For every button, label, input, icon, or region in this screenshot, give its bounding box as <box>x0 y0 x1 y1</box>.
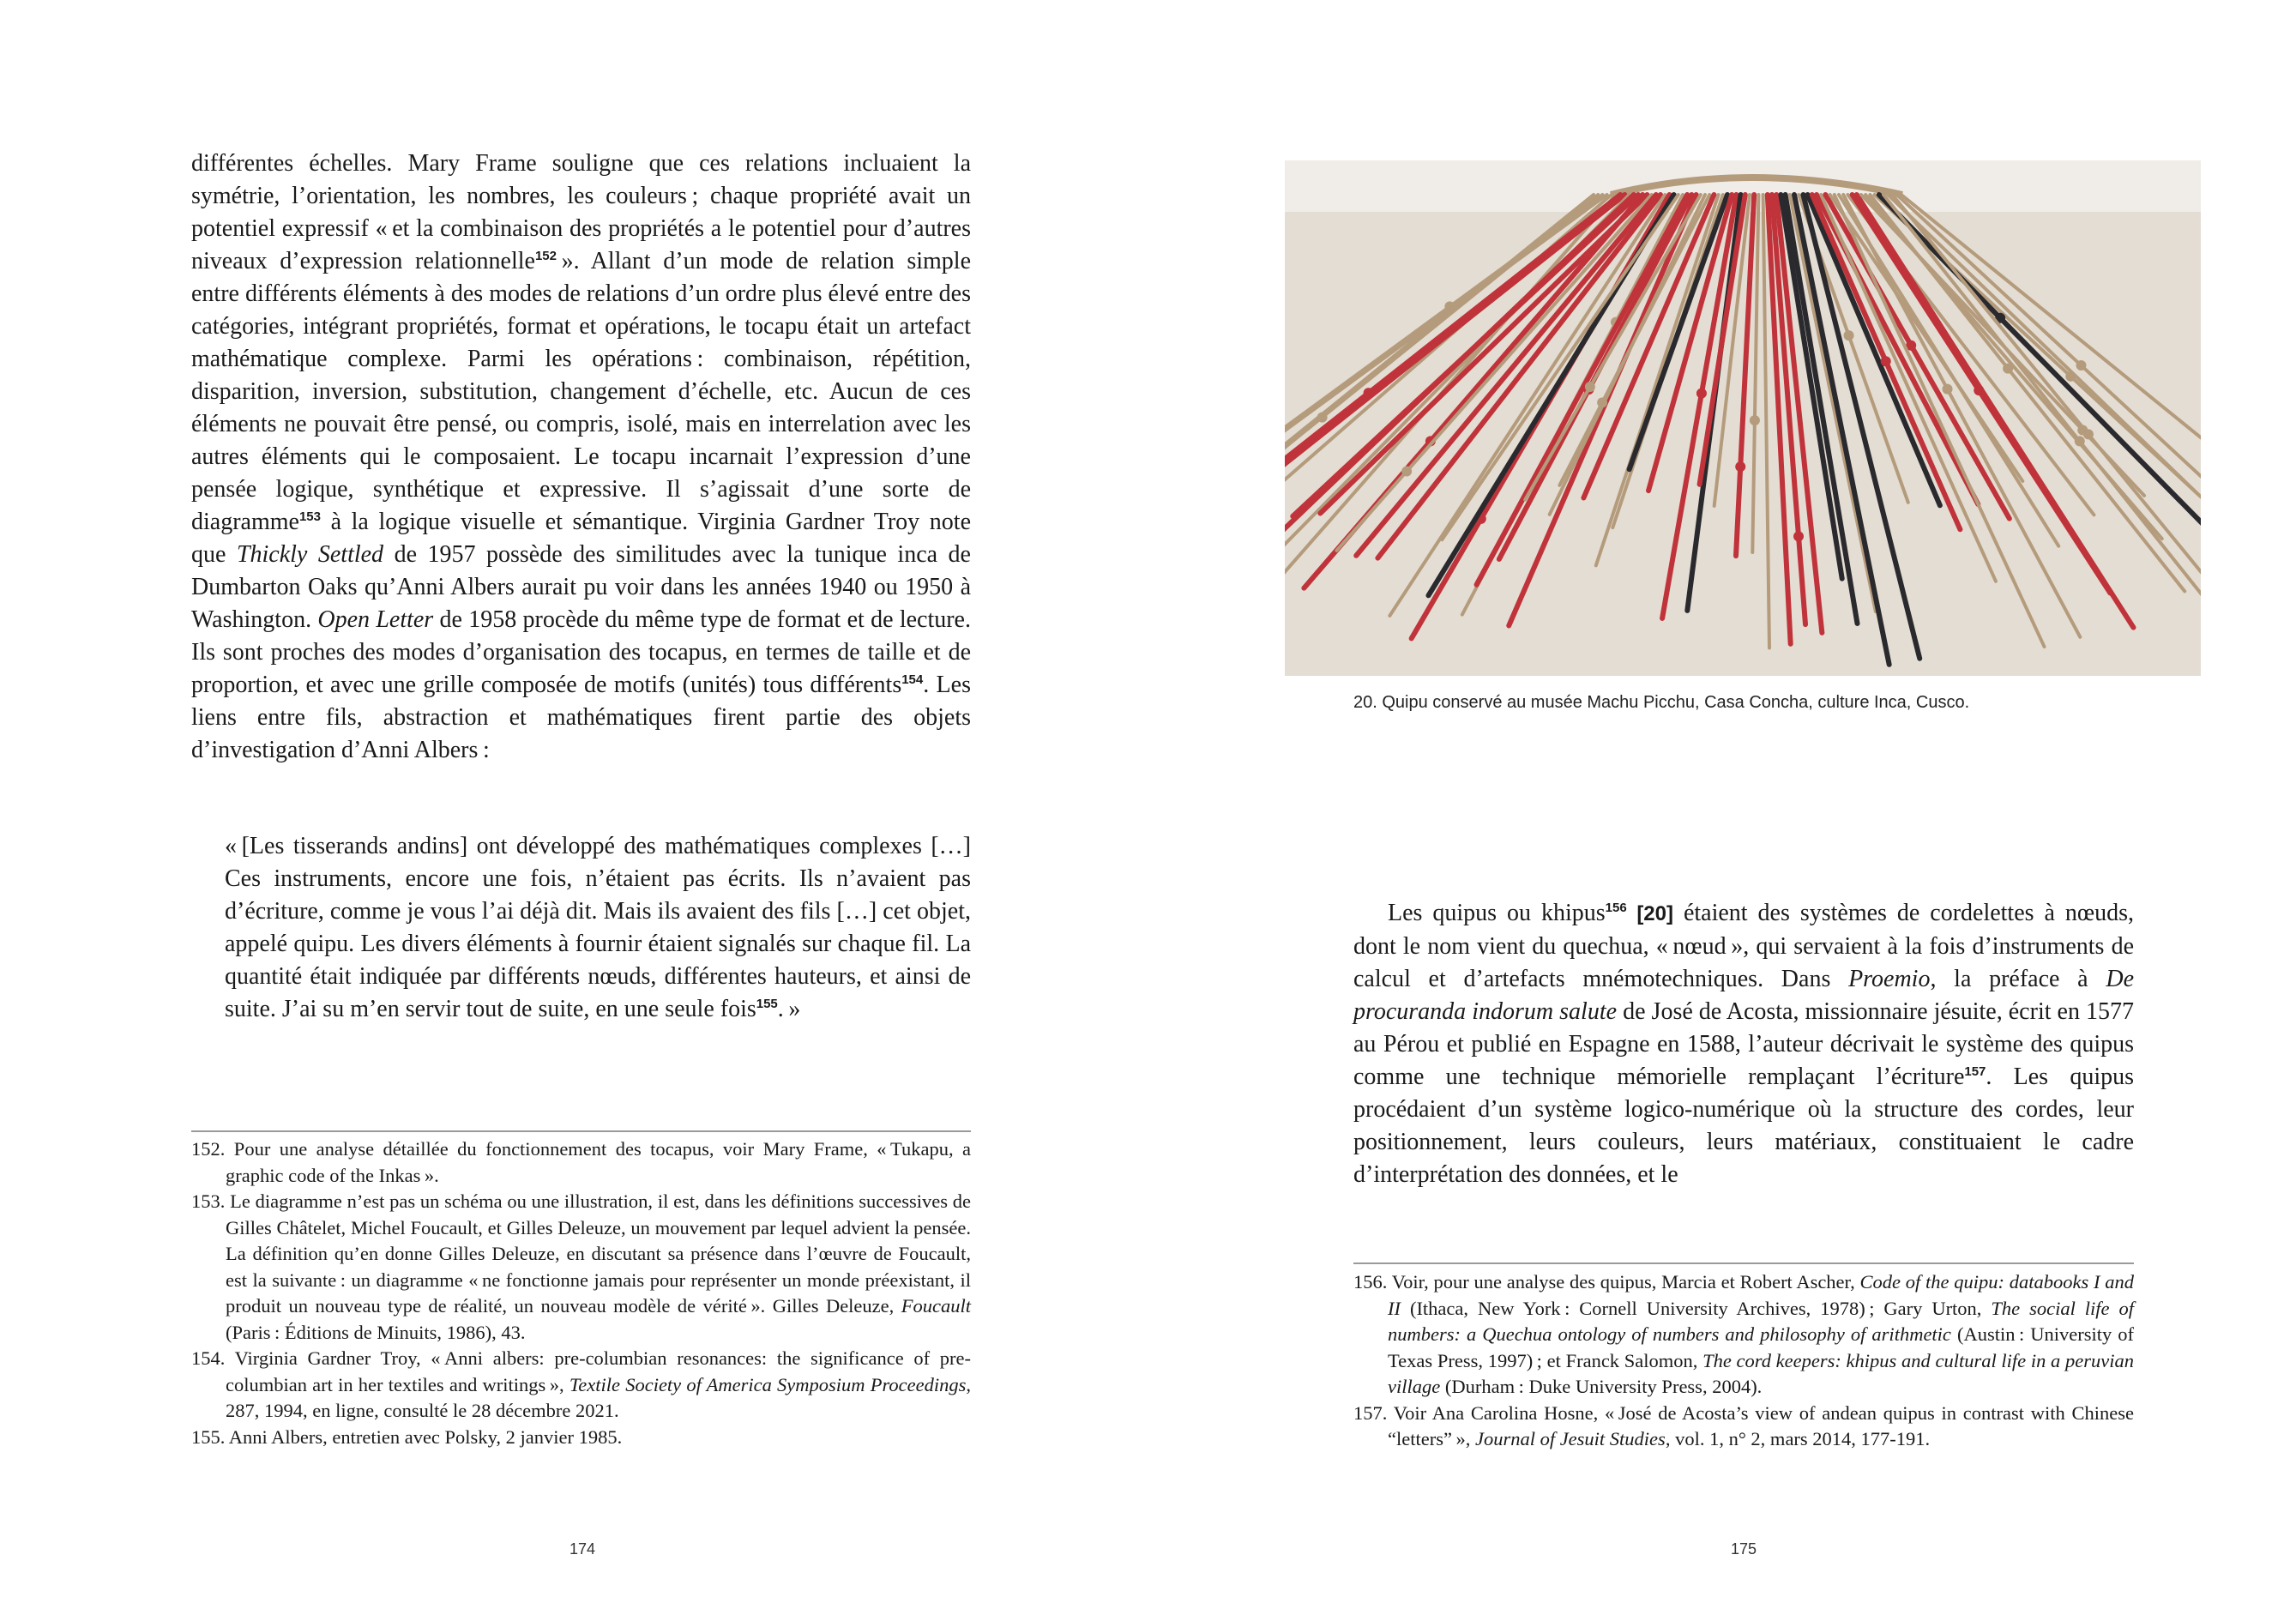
footnote <box>1353 1269 2134 1401</box>
footnote-rule <box>191 1130 971 1132</box>
knot <box>1750 415 1760 425</box>
text-run: 154. Virginia Gardner Troy, « Anni albers: pre-columbian resonances: the significance of pre-columbian art in her textiles and writings », <box>191 1347 971 1395</box>
text-run: 156. Voir, pour une analyse des quipus, Marcia et Robert Ascher, <box>1353 1271 1860 1293</box>
text-run: 157. Voir Ana Carolina Hosne, « José de Acosta’s view of andean quipus in contrast with Chinese “letters” », <box>1353 1401 2134 1449</box>
text-run: , vol. 1, n° 2, mars 2014, 177-191. <box>1665 1428 1931 1449</box>
knot <box>1401 467 1412 477</box>
left-footnotes <box>191 1136 971 1450</box>
text-run: (Austin : University of Texas Press, 1997) ; et Franck Salomon, <box>1388 1323 2134 1371</box>
footnote-ref[interactable]: 156 <box>1605 901 1627 915</box>
footnote <box>191 1346 971 1425</box>
right-footnotes <box>1353 1269 2134 1453</box>
text-run: , la préface à <box>1930 966 2106 992</box>
footnote-ref[interactable]: 153 <box>298 509 321 524</box>
footnote <box>191 1189 971 1346</box>
footnote <box>1353 1401 2134 1453</box>
knot <box>1943 384 1953 395</box>
text-run: « [Les tisserands andins] ont développé des mathématiques complexes […] Ces instruments, encore une fois, n’étaient pas écrits. Ils n’avaient pas d’écriture, comme je vous l’ai déjà dit. Mais ils avaient des fils […] cet objet, appelé quipu. Les divers éléments à fournir étaient signalés sur chaque fil. La quantité était indiquée par différents nœuds, différentes hauteurs, et ainsi de suite. J’ai su m’en servir tout de suite, en une seule fois <box>225 833 971 1022</box>
footnote-rule <box>1353 1262 2134 1264</box>
text-run: de 1958 procède du même type de format et de lecture. Ils sont proches des modes d’organisation des tocapus, en termes de taille et de proportion, et avec une grille composée de motifs (unités) tous différents <box>191 606 971 698</box>
text-run: . Les liens entre fils, abstraction et mathématiques firent partie des objets d’investigation d’Anni Albers : <box>191 672 971 763</box>
text-run: . » <box>777 996 801 1022</box>
text-run: The social life of numbers: a Quechua ontology of numbers and philosophy of arithmetic <box>1388 1297 2134 1345</box>
text-run: Thickly Settled <box>236 541 384 568</box>
figure-ref[interactable]: [20] <box>1626 902 1673 925</box>
text-run: 152. Pour une analyse détaillée du fonctionnement des tocapus, voir Mary Frame, « Tukapu, a graphic code of the Inkas ». <box>191 1138 971 1186</box>
knot <box>1735 461 1745 472</box>
text-run: The cord keepers: khipus and cultural life in a peruvian village <box>1388 1349 2134 1397</box>
paragraph <box>1353 897 2134 1191</box>
footnote-ref[interactable]: 155 <box>756 997 778 1011</box>
text-run: Textile Society of America Symposium Proceedings <box>569 1373 967 1395</box>
knot <box>2075 436 2085 446</box>
text-run: Open Letter <box>317 606 434 633</box>
text-run: Proemio <box>1848 966 1931 992</box>
text-run: étaient des systèmes de cordelettes à nœuds, dont le nom vient du quechua, « nœud », qui servaient à la fois d’instruments de calcul et d’artefacts mnémotechniques. Dans <box>1353 900 2134 992</box>
knot <box>1597 397 1607 407</box>
figure-caption: 20. Quipu conservé au musée Machu Picchu, Casa Concha, culture Inca, Cusco. <box>1353 693 1970 712</box>
text-run: Journal of Jesuit Studies <box>1474 1428 1666 1449</box>
footnote <box>191 1425 971 1451</box>
knot <box>1585 382 1595 392</box>
text-run: à la logique visuelle et sémantique. Virginia Gardner Troy note que <box>191 509 971 568</box>
text-run: 155. Anni Albers, entretien avec Polsky, 2 janvier 1985. <box>191 1425 623 1448</box>
text-run: 153. Le diagramme n’est pas un schéma ou une illustration, il est, dans les définitions successives de Gilles Châtelet, Michel Foucault, et Gilles Deleuze, un mouvement par lequel advient la pensée. La définition qu’en donne Gilles Deleuze, en discutant sa présence dans l’œuvre de Foucault, est la suivante : un diagramme « ne fonctionne jamais pour représenter un monde préexistant, il produit un nouveau type de réalité, un nouveau modèle de vérité ». Gilles Deleuze, <box>191 1190 971 1317</box>
text-run: Code of the quipu: databooks I and II <box>1388 1271 2134 1319</box>
footnote-ref[interactable]: 152 <box>534 249 557 263</box>
text-run: (Durham : Duke University Press, 2004). <box>1440 1376 1763 1397</box>
knot <box>1317 413 1328 423</box>
footnote-ref[interactable]: 154 <box>901 672 924 687</box>
knot <box>1793 531 1804 541</box>
quipu-photo <box>1285 160 2201 676</box>
block-quote <box>225 830 971 1026</box>
left-body-text <box>191 148 971 767</box>
knot <box>2003 364 2013 374</box>
text-run: ». Allant d’un mode de relation simple entre différents éléments à des modes de relations d’un ordre plus élevé entre des catégories, intégrant propriétés, format et opérations, le tocapu était un artefact mathématique complexe. Parmi les opérations : combinaison, répétition, disparition, inversion, substitution, changement d’échelle, etc. Aucun de ces éléments ne pouvait être pensé, ou compris, isolé, mais en interrelation avec les autres éléments qui le composaient. Le tocapu incarnait l’expression d’une pensée logique, synthétique et expressive. Il s’agissait d’une sorte de diagramme <box>191 248 971 535</box>
page-number: 175 <box>1731 1540 1757 1558</box>
text-run: (Paris : Éditions de Minuits, 1986), 43. <box>226 1321 526 1343</box>
text-run: de 1957 possède des similitudes avec la tunique inca de Dumbarton Oaks qu’Anni Albers aurait pu voir dans les années 1940 ou 1950 à Washington. <box>191 541 971 633</box>
knot <box>2083 429 2094 439</box>
knot <box>1696 389 1707 399</box>
knot <box>1881 356 1891 366</box>
footnote-ref[interactable]: 157 <box>1964 1064 1986 1079</box>
text-run: . Les quipus procédaient d’un système logico-numérique où la structure des cordes, leur positionnement, leurs couleurs, leurs matériaux, constituaient le cadre d’interprétation des données, et le <box>1353 1064 2134 1188</box>
text-run: , 287, 1994, en ligne, consulté le 28 décembre 2021. <box>226 1373 971 1421</box>
text-run: différentes échelles. Mary Frame souligne que ces relations incluaient la symétrie, l’orientation, les nombres, les couleurs ; chaque propriété avait un potentiel expressif « et la combinaison des propriétés a le potentiel pour d’autres niveaux d’expression relationnelle <box>191 150 971 274</box>
text-run: de José de Acosta, missionnaire jésuite, écrit en 1577 au Pérou et publié en Espagne en 1588, l’auteur décrivait le système des quipus comme une technique mémorielle remplaçant l’écriture <box>1353 998 2134 1090</box>
page-number: 174 <box>569 1540 596 1558</box>
text-run: (Ithaca, New York : Cornell University Archives, 1978) ; Gary Urton, <box>1401 1297 1992 1319</box>
knot <box>2076 360 2086 371</box>
text-run: Les quipus ou khipus <box>1388 900 1606 926</box>
right-body-text <box>1353 897 2134 1191</box>
knot <box>1844 330 1854 340</box>
text-run: De procuranda indorum salute <box>1353 966 2134 1025</box>
text-run: Foucault <box>901 1295 971 1317</box>
footnote <box>191 1136 971 1189</box>
